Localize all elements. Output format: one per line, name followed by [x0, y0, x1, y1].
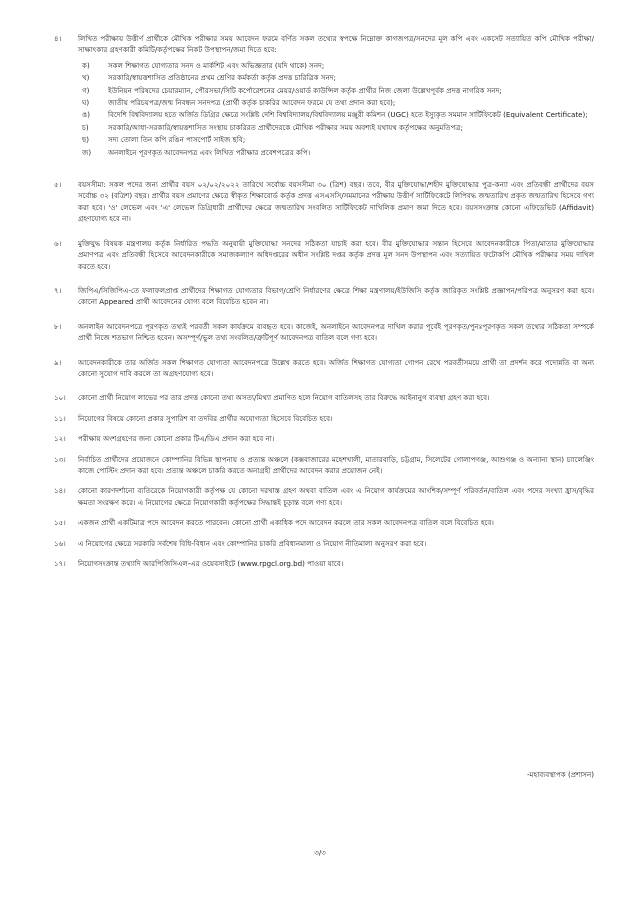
sub-item [82, 72, 594, 83]
signature-line: -মহাব্যবস্থাপক (প্রশাসন) [526, 770, 594, 779]
sub-item-mark: ঙ) [82, 110, 90, 120]
sub-item-mark: ঘ) [82, 98, 90, 108]
sub-item-mark: গ) [82, 85, 90, 95]
item-number: ৬। [54, 238, 62, 248]
item-text: মুক্তিযুদ্ধ বিষয়ক মন্ত্রণালয় কর্তৃক নির্ধারিত পদ্ধতি অনুযায়ী মুক্তিযোদ্ধা সনদের সঠিকতা যাচাই করা হবে। বীর মুক্তিযোদ্ধার সন্তান হিসেবে আবেদনকারীকে পিতা/মাতার মুক্তিযোদ্ধার প্রমাণপত্র এবং প্রতিবন্ধী হিসেবে আবেদনকারীকে সমাজকল্যাণ অধিদপ্তরের অধীন সংশ্লিষ্ট দপ্তর কর্তৃক প্রদত্ত মূল সনদ উপস্থাপন এবং সত্যায়িত ফটোকপি মৌখিক পরীক্ষার সময় দাখিল করতে হবে। [78, 238, 594, 271]
list-item [54, 558, 594, 569]
sub-item [82, 60, 594, 71]
item-text: আবেদনকারীকে তার অর্জিত সকল শিক্ষাগত যোগ্যতা আবেদনপত্রে উল্লেখ করতে হবে। অর্জিত শিক্ষাগত যোগ্যতা গোপন রেখে পরবর্তীসময়ে প্রার্থী তা প্রদর্শন করে পদোন্নতি বা অন্য কোনো সুযোগ দাবি করলে তা অগ্রহণযোগ্য হবে। [78, 357, 594, 378]
sub-item-mark: খ) [82, 73, 90, 83]
list-item [54, 238, 594, 272]
item-text: একজন প্রার্থী একটিমাত্র পদে আবেদন করতে পারবেন। কোনো প্রার্থী একাধিক পদে আবেদন করলে তার সকল আবেদনপত্র বাতিল বলে বিবেচিত হবে। [78, 518, 494, 528]
item-number: ১৫। [54, 518, 66, 528]
sub-item-text: অনলাইনে পূরণকৃত আবেদনপত্র এবং লিখিত পরীক্ষার প্রবেশপত্রের কপি। [108, 147, 311, 157]
list-item [54, 357, 594, 380]
sub-item [82, 109, 594, 120]
item-number: ৫। [54, 180, 62, 190]
item-number: ১০। [54, 393, 66, 403]
item-text: লিখিত পরীক্ষায় উত্তীর্ণ প্রার্থীকে মৌখিক পরীক্ষার সময় আবেদন ফরমে বর্ণিত সকল তথ্যের স্বপক্ষে নিম্নোক্ত কাগজপত্র/সনদের মূল কপি এবং একসেট সত্যায়িত কপি মৌখিক পরীক্ষা/সাক্ষাৎকার গ্রহণকারী কমিটি/কর্তৃপক্ষের নিকট উপস্থাপন/জমা দিতে হবে: [78, 34, 594, 55]
sub-item-mark: ছ) [82, 135, 90, 145]
list-item [54, 33, 594, 158]
sub-item-text: সরকারি/স্বায়ত্তশাসিত প্রতিষ্ঠানের প্রথম শ্রেণির কর্মকর্তা কর্তৃক প্রদত্ত চারিত্রিক সনদ; [108, 73, 336, 83]
item-number: ১২। [54, 434, 66, 444]
item-text: নিয়োগসংক্রান্ত তথ্যাদি আরপিজিসিএল-এর ওয়েবসাইটে (www.rpgcl.org.bd) পাওয়া যাবে। [78, 559, 344, 568]
item-number: ১৪। [54, 486, 66, 496]
list-item [54, 321, 594, 344]
sub-item [82, 134, 594, 145]
sub-item [82, 97, 594, 108]
sub-item-text: জাতীয় পরিচয়পত্র/জন্ম নিবন্ধন সনদপত্র (প্রার্থী কর্তৃক চাকরির আবেদন ফরমে যে তথ্য প্রদান করা হবে); [108, 98, 396, 108]
item-text: নিয়োগের বিষয়ে কোনো প্রকার সুপারিশ বা তদবির প্রার্থীর অযোগ্যতা হিসেবে বিবেচিত হবে। [78, 413, 333, 423]
list-item [54, 454, 594, 477]
item-text: কোনো কারণদর্শানো ব্যতিরেকে নিয়োগকারী কর্তৃপক্ষ যে কোনো দরখাস্ত গ্রহণ অথবা বাতিল এবং এ নিয়োগ কার্যক্রমের আংশিক/সম্পূর্ণ পরিবর্তন/বাতিল এবং পদের সংখ্যা হ্রাস/বৃদ্ধির ক্ষমতা সংরক্ষণ করে। এ নিয়োগের ক্ষেত্রে নিয়োগকারী কর্তৃপক্ষের সিদ্ধান্তই চূড়ান্ত বলে গণ্য হবে। [78, 486, 594, 507]
sub-item-text: সকল শিক্ষাগত যোগ্যতার সনদ ও মার্কশিট এবং অভিজ্ঞতার (যদি থাকে) সনদ; [108, 60, 325, 70]
item-number: ৪। [54, 34, 62, 43]
sub-item-mark: ক) [82, 60, 90, 70]
sub-item-text: সরকারি/আধা-সরকারি/স্বায়ত্তশাসিত সংস্থায় চাকরিরত প্রার্থীদেরকে মৌখিক পরীক্ষার সময় অবশ্যই যথাযথ কর্তৃপক্ষের অনুমতিপত্র; [108, 122, 464, 132]
sub-item-text: বিদেশি বিশ্ববিদ্যালয় হতে অর্জিত ডিগ্রির ক্ষেত্রে সংশ্লিষ্ট দেশি বিশ্ববিদ্যালয়/বিশ্ববিদ্যালয় মঞ্জুরী কমিশন (UGC) হতে ইস্যুকৃত সমমান সার্টিফিকেট (Equivalent Certificate); [108, 110, 588, 120]
item-text: এ নিয়োগের ক্ষেত্রে সরকারি সর্বশেষ বিধি-বিধান এবং কোম্পানির চাকরি প্রবিধানমালা ও নিয়োগ নীতিমালা অনুসরণ করা হবে। [78, 538, 427, 548]
item-number: ১৭। [54, 559, 66, 568]
sub-item-text: সদ্য তোলা তিন কপি রঙিন পাসপোর্ট সাইজ ছবি; [108, 135, 246, 145]
item-number: ১৬। [54, 538, 66, 548]
sub-item [82, 147, 594, 158]
sub-item-mark: চ) [82, 122, 89, 132]
list-item [54, 392, 594, 403]
item-number: ৮। [54, 321, 62, 331]
sub-item-text: ইউনিয়ন পরিষদের চেয়ারম্যান, পৌরসভা/সিটি কর্পোরেশনের মেয়র/ওয়ার্ড কাউন্সিল কর্তৃক প্রার্থীর নিজ জেলা উল্লেখপূর্বক প্রদত্ত নাগরিক সনদ; [108, 85, 502, 95]
page-number: ৩/৩ [314, 849, 326, 857]
item-number: ১১। [54, 413, 66, 423]
sub-item [82, 85, 594, 96]
item-text: অনলাইন আবেদনপত্রে পূরণকৃত তথ্যই পরবর্তী সকল কার্যক্রমে ব্যবহৃত হবে। কাজেই, অনলাইনে আবেদনপত্র দাখিল করার পূর্বেই পূরণকৃত/পুনঃপূরণকৃত সকল তথ্যের সঠিকতা সম্পর্কে প্রার্থী নিজে শতভাগ নিশ্চিত হবেন। অসম্পূর্ণ/ভুল তথ্য সংবলিত/ত্রুটিপূর্ণ আবেদনপত্র বাতিল বলে গণ্য হবে। [78, 321, 594, 343]
item-number: ৭। [54, 285, 62, 295]
sub-item-mark: জ) [82, 147, 92, 157]
list-item [54, 179, 594, 225]
list-item [54, 517, 594, 528]
list-item [54, 413, 594, 424]
item-text: জিপিএ/সিজিপিএ-তে ফলাফলপ্রাপ্ত প্রার্থীদের শিক্ষাগত যোগ্যতার বিভাগ/শ্রেণি নির্ধারণের ক্ষেত্রে শিক্ষা মন্ত্রণালয়/ইউজিসি কর্তৃক জারিকৃত সংশ্লিষ্ট প্রজ্ঞাপন/পরিপত্র অনুসরণ করা হবে। কোনো Appeared প্রার্থী আবেদনের যোগ্য বলে বিবেচিত হবেন না। [78, 285, 594, 307]
item-number: ১৩। [54, 454, 66, 464]
item-text: নির্বাচিত প্রার্থীদের প্রয়োজনে কোম্পানির বিভিন্ন স্থাপনায় ও প্রত্যন্ত অঞ্চলে (কক্সবাজারের মহেশখালী, মাতারবাড়ি, চট্টগ্রাম, সিলেটের গোলাপগঞ্জ, আশুগঞ্জ ও অন্যান্য স্থান) চ্যালেঞ্জিং কাজে পোস্টিং প্রদান করা হবে। প্রত্যন্ত অঞ্চলে চাকরি করতে অনাগ্রহী প্রার্থীদের আবেদন করার প্রয়োজন নেই। [78, 454, 594, 475]
list-item [54, 433, 594, 444]
item-text: কোনো প্রার্থী নিয়োগ লাভের পর তার প্রদত্ত কোনো তথ্য অসত্য/মিথ্যা প্রমাণিত হলে নিয়োগ বাতিলসহ তার বিরুদ্ধে আইনানুগ ব্যবস্থা গ্রহণ করা হবে। [78, 393, 490, 403]
sub-list [78, 60, 594, 158]
list-item [54, 285, 594, 308]
item-text: বয়সসীমা: সকল পদের জন্য প্রার্থীর বয়স ০২/০২/২০২২ তারিখে সর্বোচ্চ বয়সসীমা ৩০ (ত্রিশ) বছর। তবে, বীর মুক্তিযোদ্ধা/শহীদ মুক্তিযোদ্ধার পুত্র-কন্যা এবং প্রতিবন্ধী প্রার্থীদের বয়স সর্বোচ্চ ৩২ (বত্রিশ) বছর। প্রার্থীর বয়স প্রমাণের ক্ষেত্রে স্বীকৃত শিক্ষাবোর্ড কর্তৃক প্রদত্ত এসএসসি/সমমানের পরীক্ষায় উত্তীর্ণ সার্টিফিকেটে লিপিবদ্ধ জন্মতারিখ প্রকৃত জন্মতারিখ হিসেবে গণ্য করা হবে। 'ও' লেভেল এবং 'এ' লেভেল ডিগ্রিধারী প্রার্থীদের ক্ষেত্রে জন্মতারিখ সংবলিত সার্টিফিকেট দাখিলিক প্রমাণ জমা দিতে হবে। বয়সসংক্রান্ত কোনো এফিডেভিট (Affidavit) গ্রহণযোগ্য হবে না। [78, 180, 594, 224]
sub-item [82, 122, 594, 133]
item-number: ৯। [54, 357, 62, 367]
list-item [54, 538, 594, 549]
item-text: পরীক্ষায় অংশগ্রহণের জন্য কোনো প্রকার টিএ/ডিএ প্রদান করা হবে না। [78, 434, 275, 444]
list-item [54, 485, 594, 508]
